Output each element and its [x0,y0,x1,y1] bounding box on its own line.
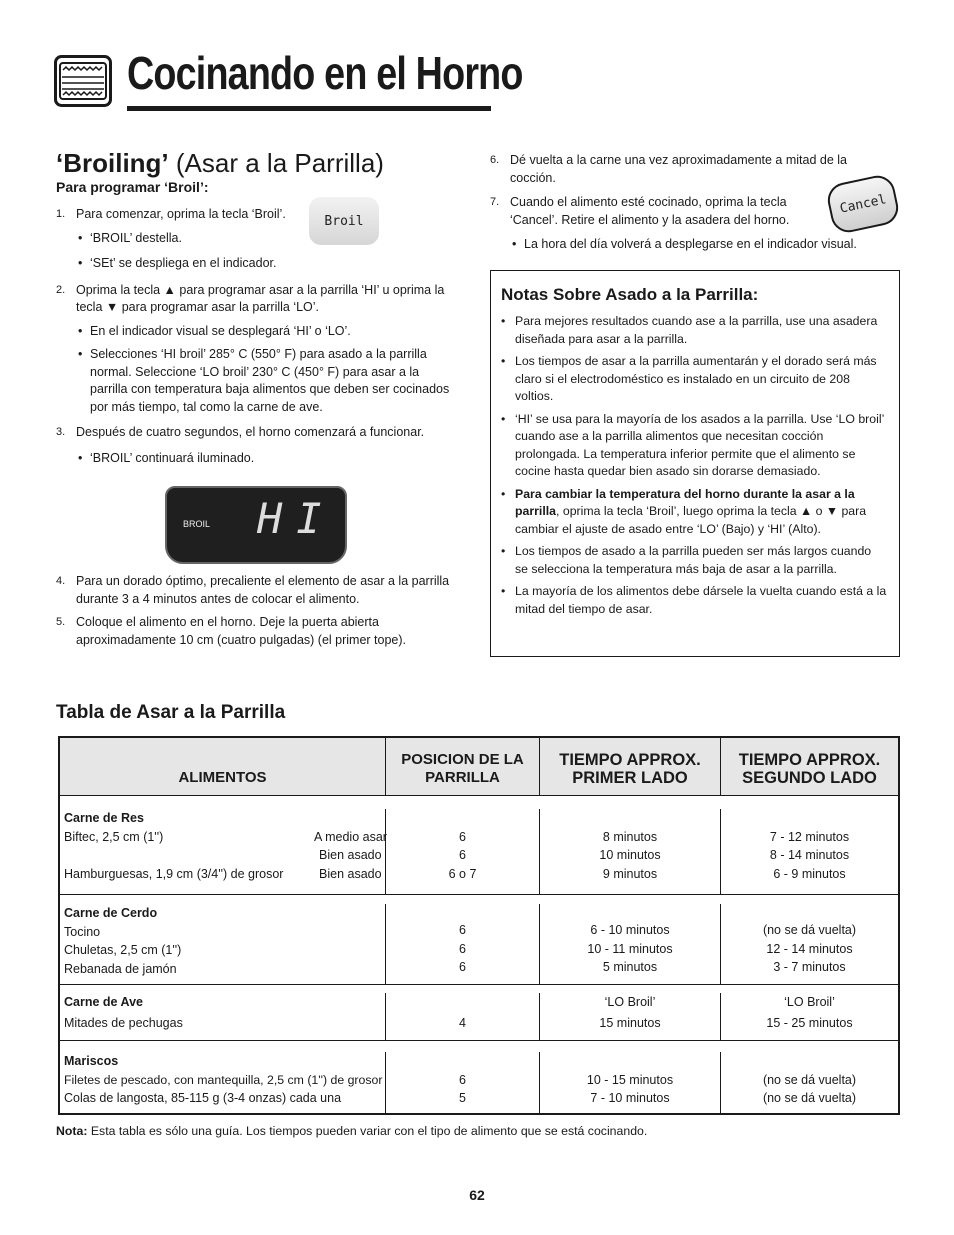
table-row: Mitades de pechugas [64,1015,183,1030]
step-2: 2. Oprima la tecla ▲ para programar asar a la parrilla ‘HI’ u oprima la tecla ▼ para programar asar la parrilla ‘LO’. [56,282,445,314]
step-3-bullet: • ‘BROIL’ continuará iluminado. [56,450,456,468]
table-row: Tocino [64,924,101,939]
broil-table [58,736,900,1115]
note-item: • Para cambiar la temperatura del horno durante la asar a la parrilla, oprima la tecla ‘Broil’, luego oprima la tecla ▲ o ▼ para cambiar el ajuste de asado entre ‘LO’ (Bajo) y ‘HI’ (Alto). [501,486,887,539]
first-side-cell: ‘LO Broil’ 15 minutos [540,993,721,1040]
step-1-bullet: • ‘SEt’ se despliega en el indicador. [56,255,456,273]
note-item: • ‘HI’ se usa para la mayoría de los asados a la parrilla. Use ‘LO broil’ cuando ase a la parrilla alimentos que necesitan cocción prolongada. La temperatura inferior permite que el alimento se cocine hasta quedar bien asado sin dorarse demasiado. [501,411,887,481]
step-2-bullet: • Selecciones ‘HI broil’ 285° C (550° F) para asado a la parrilla normal. Seleccione ‘LO broil’ 230° C (450° F) para asar a la parrilla con temperatura baja alimentos que deben ser cocinados por más tiempo, tal como la carne de ave. [56,346,451,416]
food-cell: Carne de Cerdo Tocino Chuletas, 2,5 cm (1'') Rebanada de jamón [60,904,386,984]
position-cell: 6 5 [386,1052,540,1113]
table-group-seafood [60,1041,898,1113]
oven-display [165,486,347,564]
first-side-cell: 8 minutos 10 minutos 9 minutos [540,809,721,894]
food-cell: Carne de Ave Mitades de pechugas [60,993,386,1040]
note-item: • Los tiempos de asar a la parrilla aumentarán y el dorado será más claro si el electrodoméstico es instalado en un circuito de 208 voltios. [501,353,887,406]
notes-title: Notas Sobre Asado a la Parrilla: [501,285,759,304]
step-4: 4. Para un dorado óptimo, precaliente el elemento de asar a la parrilla durante 3 a 4 minutos antes de colocar el alimento. [56,574,450,606]
second-side-cell: 7 - 12 minutos 8 - 14 minutos 6 - 9 minutos [769,829,850,881]
display-label: BROIL [183,519,211,529]
step-3: 3. Después de cuatro segundos, el horno comenzará a funcionar. [56,425,425,439]
food-cell: Mariscos Filetes de pescado, con mantequilla, 2,5 cm (1'') de grosor Colas de langosta, 85-115 g (3-4 onzas) cada una [60,1052,386,1113]
header-foods: ALIMENTOS [60,738,386,795]
cancel-key: Cancel [825,172,902,235]
first-side-cell: 10 - 15 minutos 7 - 10 minutos [540,1052,721,1113]
table-row: Bien asado [319,848,382,862]
notes-box [490,270,900,657]
step-5: 5. Coloque el alimento en el horno. Deje la puerta abierta aproximadamente 10 cm (cuatro pulgadas) (el primer tope). [56,615,407,647]
step-1-bullet: • ‘BROIL’ destella. [56,230,456,248]
table-group-pork [60,895,898,985]
table-group-beef [60,796,898,895]
table-group-poultry [60,985,898,1041]
table-row: Chuletas, 2,5 cm (1'') [64,943,182,957]
table-row: Biftec, 2,5 cm (1'') A medio asar [64,829,387,844]
second-side-cell: (no se dá vuelta) (no se dá vuelta) [762,1072,857,1105]
oven-icon [54,55,112,107]
page-title: Cocinando en el Horno [127,47,523,99]
title-rule [127,106,491,111]
section-title: ‘Broiling’ (Asar a la Parrilla) [56,148,384,178]
program-broil-subhead: Para programar ‘Broil’: [56,179,209,195]
display-value: HI [257,494,336,543]
step-6: 6. Dé vuelta a la carne una vez aproximadamente a mitad de la cocción. [490,153,847,185]
broiling-instructions [56,148,456,467]
step-2-bullet: • En el indicador visual se desplegará ‘HI’ o ‘LO’. [56,323,456,341]
table-note: Nota: Esta tabla es sólo una guía. Los tiempos pueden variar con el tipo de alimento que se está cocinando. [56,1124,648,1138]
note-item: • Para mejores resultados cuando ase a la parrilla, use una asadera diseñada para asar a la parrilla. [501,313,887,348]
header-second-side: TIEMPO APPROX. SEGUNDO LADO [738,751,881,787]
step-7-bullet: • La hora del día volverá a desplegarse en el indicador visual. [490,236,900,254]
header-first-side: TIEMPO APPROX. PRIMER LADO [540,738,721,795]
table-row: Filetes de pescado, con mantequilla, 2,5 cm (1'') de grosor [64,1072,383,1087]
step-7: 7. Cuando el alimento esté cocinado, oprima la tecla ‘Cancel’. Retire el alimento y la asadera del horno. [490,195,790,227]
second-side-cell: ‘LO Broil’ 15 - 25 minutos [766,995,853,1030]
broiling-steps-continued [56,573,456,649]
table-row: Rebanada de jamón [64,961,177,976]
first-side-cell: 6 - 10 minutos 10 - 11 minutos 5 minutos [540,904,721,984]
second-side-cell: (no se dá vuelta) 12 - 14 minutos 3 - 7 minutos [762,923,857,974]
broil-key: Broil [309,197,379,245]
position-cell: 4 [386,993,540,1040]
position-cell: 6 6 6 o 7 [386,809,540,894]
table-header [60,738,898,796]
step-1: 1. Para comenzar, oprima la tecla ‘Broil’. [56,207,286,221]
table-row: Colas de langosta, 85-115 g (3-4 onzas) cada una [64,1091,342,1105]
note-item: • La mayoría de los alimentos debe dársele la vuelta cuando está a la mitad del tiempo de asar. [501,583,887,618]
position-cell: 6 6 6 [386,904,540,984]
header-rack-position: POSICION DE LA PARRILLA [386,738,540,795]
table-title: Tabla de Asar a la Parrilla [56,702,286,723]
note-item: • Los tiempos de asado a la parrilla pueden ser más largos cuando se selecciona la temperatura más baja de asar a la parrilla. [501,543,887,578]
page-number: 62 [469,1187,485,1203]
food-cell: Carne de Res Biftec, 2,5 cm (1'') A medio asar Bien asado Hamburguesas, 1,9 cm (3/4'') de grosor Bien asado [60,809,386,894]
table-row: Hamburguesas, 1,9 cm (3/4'') de grosor Bien asado [64,866,382,881]
